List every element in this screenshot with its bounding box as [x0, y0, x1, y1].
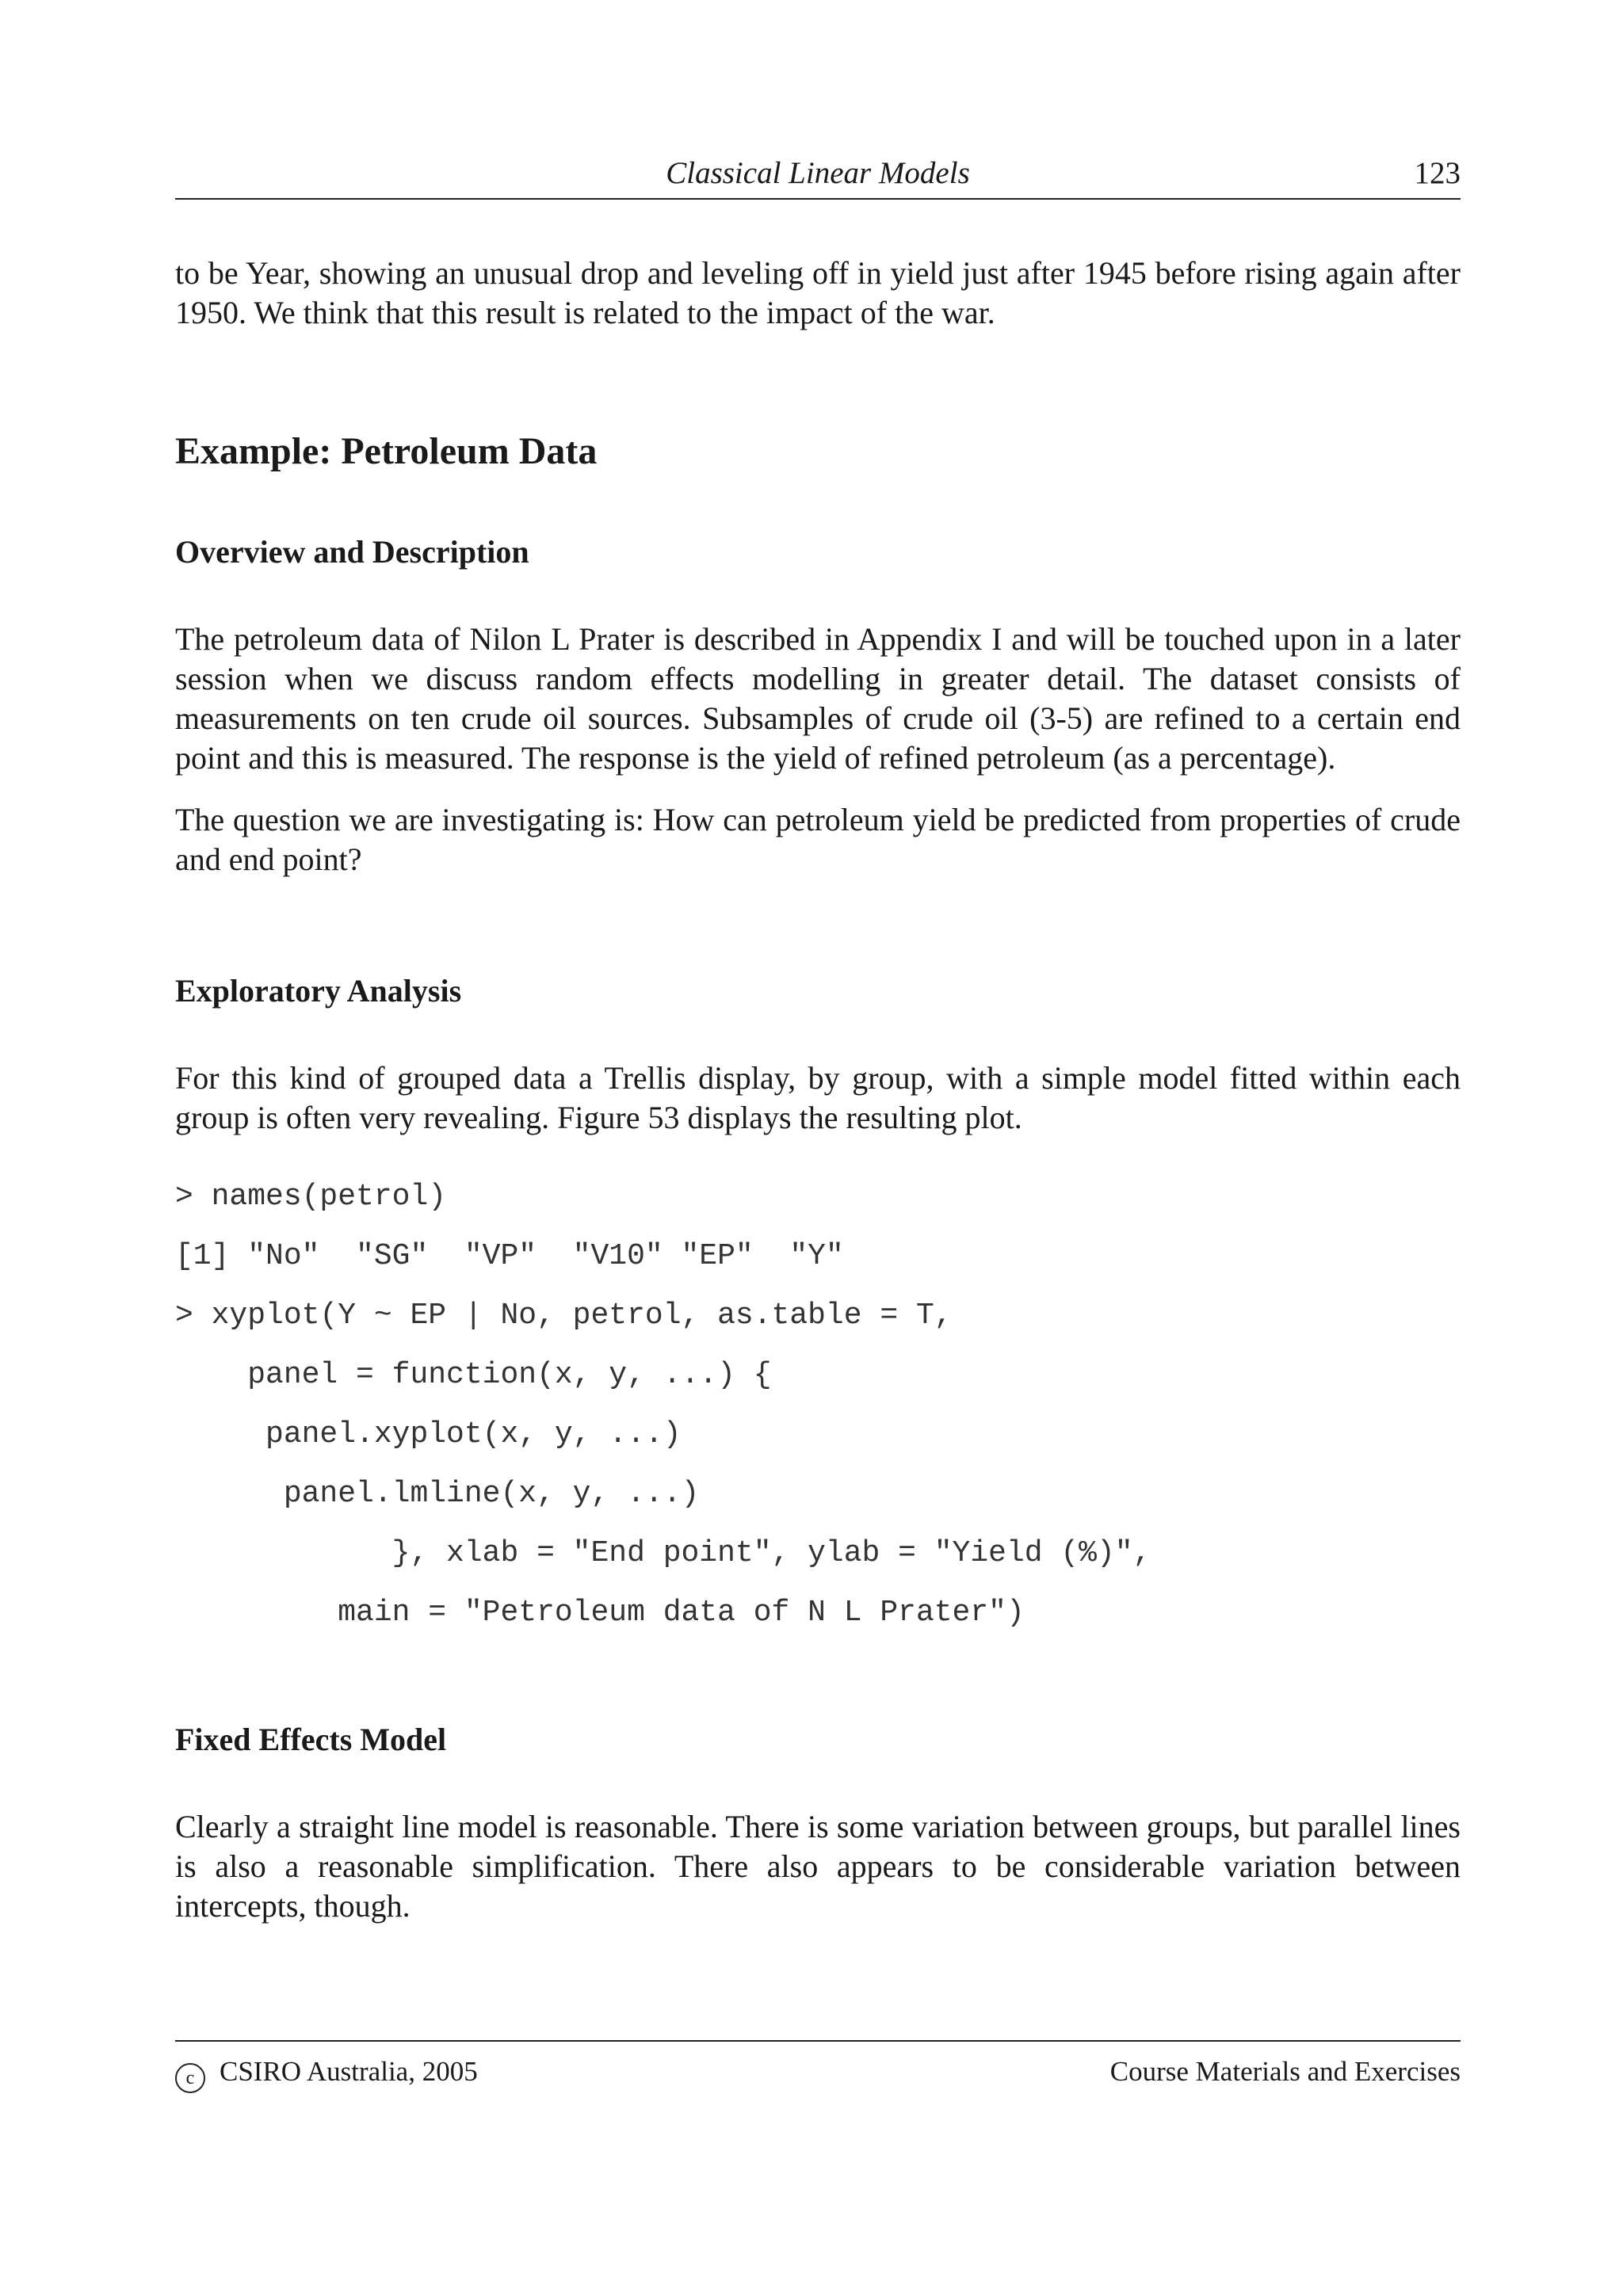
overview-paragraph-2: The question we are investigating is: How can petroleum yield be predicted from properties of crude and end point? [175, 802, 1461, 877]
fixed-effects-heading: Fixed Effects Model [175, 1722, 447, 1757]
exploratory-paragraph: For this kind of grouped data a Trellis display, by group, with a simple model fitted within each group is often very revealing. Figure 53 displays the resulting plot. [175, 1060, 1461, 1135]
code-line: panel.lmline(x, y, ...) [175, 1477, 700, 1511]
code-line: [1] "No" "SG" "VP" "V10" "EP" "Y" [175, 1239, 844, 1273]
overview-paragraph-1: The petroleum data of Nilon L Prater is described in Appendix I and will be touched upon in a later session when we discuss random effects modelling in greater detail. The dataset consists of measurements on ten crude oil sources. Subsamples of crude oil (3-5) are refined to a certain end point and this is measured. The response is the yield of refined petroleum (as a percentage). [175, 621, 1461, 776]
code-line: main = "Petroleum data of N L Prater") [175, 1596, 1025, 1630]
footer-right-text: Course Materials and Exercises [1109, 2056, 1461, 2087]
fixed-effects-paragraph: Clearly a straight line model is reasonable. There is some variation between groups, but parallel lines is also a reasonable simplification. There also appears to be considerable variation between intercepts, though. [175, 1809, 1461, 1924]
copyright-icon: c [175, 2063, 205, 2093]
code-line: panel.xyplot(x, y, ...) [175, 1417, 682, 1451]
running-header [175, 151, 1461, 200]
intro-paragraph: to be Year, showing an unusual drop and leveling off in yield just after 1945 before rising again after 1950. We think that this result is related to the impact of the war. [175, 255, 1461, 330]
code-line: > names(petrol) [175, 1180, 447, 1214]
code-line: > xyplot(Y ~ EP | No, petrol, as.table = T, [175, 1299, 953, 1333]
code-block [175, 1177, 1461, 1653]
page-number: 123 [1414, 156, 1461, 190]
section-title: Example: Petroleum Data [175, 430, 598, 472]
footer-left-text: CSIRO Australia, 2005 [220, 2056, 478, 2087]
overview-heading: Overview and Description [175, 534, 529, 570]
code-line: }, xlab = "End point", ylab = "Yield (%)", [175, 1536, 1151, 1570]
code-line: panel = function(x, y, ...) { [175, 1358, 772, 1392]
page-content [175, 151, 1461, 1926]
page-footer [175, 2040, 1461, 2089]
footer-copyright [175, 2056, 478, 2093]
running-title: Classical Linear Models [666, 156, 970, 190]
exploratory-heading: Exploratory Analysis [175, 973, 462, 1009]
